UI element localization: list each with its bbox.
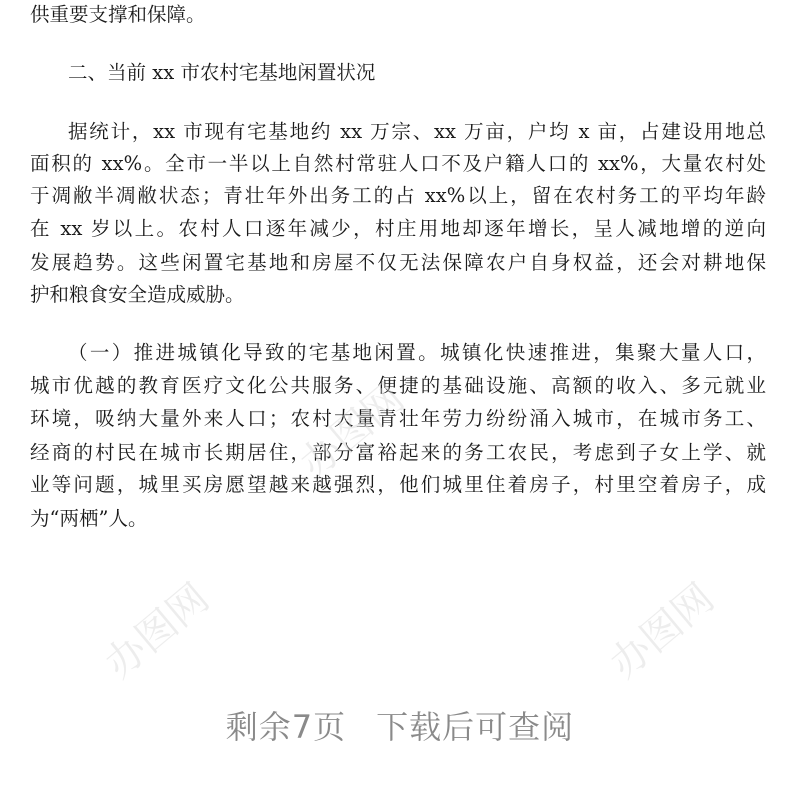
intro-tail-line: 供重要支撑和保障。	[30, 3, 206, 26]
paragraph-2-line-2: 城市优越的教育医疗文化公共服务、便捷的基础设施、高额的收入、多元就业	[30, 374, 766, 397]
remaining-pages-label: 剩余7页	[225, 708, 347, 746]
paragraph-1-line-1: 据统计，xx 市现有宅基地约 xx 万宗、xx 万亩，户均 x 亩，占建设用地总	[68, 120, 766, 143]
paragraph-2-line-1: （一）推进城镇化导致的宅基地闲置。城镇化快速推进，集聚大量人口，	[68, 341, 766, 364]
paragraph-1-line-3: 于凋敝半凋敝状态；青壮年外出务工的占 xx%以上，留在农村务工的平均年龄	[30, 184, 766, 207]
download-to-view-label: 下载后可查阅	[376, 708, 575, 746]
watermark: 办图网	[291, 374, 413, 488]
paragraph-1-line-4: 在 xx 岁以上。农村人口逐年减少，村庄用地却逐年增长，呈人减地增的逆向	[30, 217, 766, 240]
section-heading: 二、当前 xx 市农村宅基地闲置状况	[68, 61, 376, 84]
paragraph-2-line-4: 经商的村民在城市长期居住，部分富裕起来的务工农民，考虑到子女上学、就	[30, 441, 766, 464]
paragraph-2-line-6: 为“两栖”人。	[30, 507, 148, 530]
paragraph-2-line-3: 环境，吸纳大量外来人口；农村大量青壮年劳力纷纷涌入城市，在城市务工、	[30, 407, 766, 430]
paragraph-2-line-5: 业等问题，城里买房愿望越来越强烈，他们城里住着房子，村里空着房子，成	[30, 473, 766, 496]
paragraph-1-line-2: 面积的 xx%。全市一半以上自然村常驻人口不及户籍人口的 xx%，大量农村处	[30, 152, 766, 175]
download-prompt[interactable]	[0, 702, 800, 752]
paragraph-1-line-6: 护和粮食安全造成威胁。	[30, 283, 245, 306]
watermark: 办图网	[601, 574, 723, 688]
paragraph-1-line-5: 发展趋势。这些闲置宅基地和房屋不仅无法保障农户自身权益，还会对耕地保	[30, 251, 766, 274]
watermark: 办图网	[96, 574, 218, 688]
